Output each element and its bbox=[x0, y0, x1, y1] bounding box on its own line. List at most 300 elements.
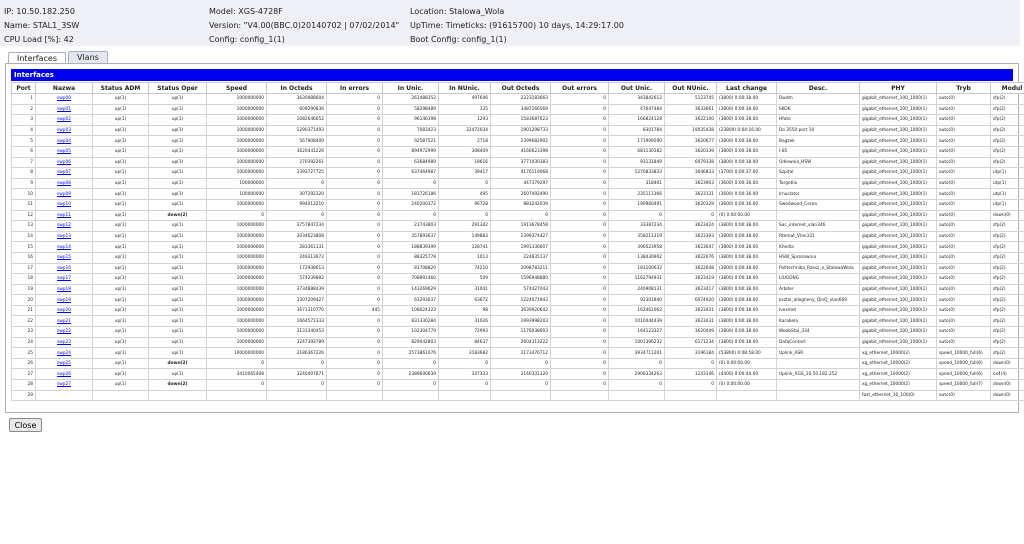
table-cell: 1173476712 bbox=[491, 348, 551, 359]
table-cell: 1000000000 bbox=[207, 316, 267, 327]
table-row bbox=[12, 146, 1024, 157]
tab-interfaces[interactable]: Interfaces bbox=[8, 52, 66, 65]
table-cell: 3393727725 bbox=[267, 168, 327, 179]
table-cell: down(0) bbox=[991, 358, 1024, 369]
table-cell bbox=[551, 390, 609, 401]
table-cell: gigabit_ethernet_100_1000(1) bbox=[860, 221, 937, 232]
table-cell: 3240407871 bbox=[267, 369, 327, 380]
name-label: Name: STAL1_3SW bbox=[4, 21, 80, 30]
table-cell bbox=[36, 104, 93, 115]
table-cell: utp(1) bbox=[991, 168, 1024, 179]
table-cell bbox=[36, 390, 93, 401]
table-cell: (3800) 0:00:38.00 bbox=[717, 316, 777, 327]
table-cell: sfp(2) bbox=[991, 263, 1024, 274]
table-cell bbox=[36, 157, 93, 168]
table-cell: auto(0) bbox=[937, 337, 991, 348]
column-header: Desc. bbox=[777, 83, 860, 94]
table-cell: 1000000000 bbox=[207, 274, 267, 285]
column-header: PHY bbox=[860, 83, 937, 94]
table-cell: 0 bbox=[551, 284, 609, 295]
table-cell: 0 bbox=[327, 337, 383, 348]
table-cell: up(1) bbox=[93, 348, 149, 359]
table-cell: gigabit_ethernet_100_1000(1) bbox=[860, 295, 937, 306]
table-cell: 3034623808 bbox=[267, 231, 327, 242]
table-cell: HSW_Sprezownia bbox=[777, 252, 860, 263]
table-cell: 58298489 bbox=[383, 104, 439, 115]
table-cell: sfp(2) bbox=[991, 146, 1024, 157]
table-cell: 0 bbox=[551, 104, 609, 115]
table-cell: (3800) 0:00:38.00 bbox=[717, 337, 777, 348]
table-row bbox=[12, 274, 1024, 285]
table-cell: Ivesmet bbox=[777, 305, 860, 316]
interface-link[interactable]: swp09 bbox=[57, 191, 71, 197]
table-cell: up(1) bbox=[93, 274, 149, 285]
table-cell: 88325778 bbox=[383, 252, 439, 263]
tab-vlans[interactable]: Vlans bbox=[68, 51, 108, 64]
table-cell bbox=[36, 115, 93, 126]
table-cell: (3800) 0:00:38.00 bbox=[717, 221, 777, 232]
table-cell: 3620329 bbox=[665, 199, 717, 210]
table-cell: up(1) bbox=[93, 146, 149, 157]
table-cell: auto(0) bbox=[937, 157, 991, 168]
table-cell: 0 bbox=[551, 316, 609, 327]
table-cell: speed_10000_full(7) bbox=[937, 380, 991, 391]
interface-link[interactable]: swp03 bbox=[57, 128, 71, 134]
table-cell: 0 bbox=[327, 358, 383, 369]
interface-link[interactable]: swp08 bbox=[57, 181, 71, 187]
table-cell: xg_ethernet_10000(2) bbox=[860, 358, 937, 369]
table-cell: 681130182 bbox=[609, 146, 665, 157]
table-row bbox=[12, 94, 1024, 105]
table-cell: gigabit_ethernet_100_1000(1) bbox=[860, 199, 937, 210]
table-cell: up(1) bbox=[93, 327, 149, 338]
table-cell: sfp(2) bbox=[991, 337, 1024, 348]
table-cell: 18 bbox=[12, 274, 36, 285]
interface-link[interactable]: swp05 bbox=[57, 149, 71, 155]
table-cell bbox=[609, 390, 665, 401]
table-cell: 0 bbox=[327, 168, 383, 179]
table-cell: 0 bbox=[327, 157, 383, 168]
table-cell: 0 bbox=[207, 358, 267, 369]
table-cell: 0 bbox=[551, 168, 609, 179]
interface-link[interactable]: swp19 bbox=[57, 297, 71, 303]
interface-link[interactable]: swp22 bbox=[57, 329, 71, 335]
table-cell: 1000000000 bbox=[207, 104, 267, 115]
table-cell: 1000000000 bbox=[207, 94, 267, 105]
table-cell: 0 bbox=[551, 210, 609, 221]
table-cell: sfp(2) bbox=[991, 348, 1024, 359]
interface-link[interactable]: swp02 bbox=[57, 117, 71, 123]
table-cell: 0 bbox=[491, 380, 551, 391]
table-cell: gigabit_ethernet_100_1000(1) bbox=[860, 274, 937, 285]
table-cell: 3639920642 bbox=[491, 305, 551, 316]
table-cell: 31041 bbox=[439, 284, 491, 295]
table-cell: 1583687023 bbox=[491, 115, 551, 126]
table-cell: 172938613 bbox=[267, 263, 327, 274]
table-cell: 0 bbox=[267, 210, 327, 221]
table-cell: 63672 bbox=[439, 295, 491, 306]
table-cell: up(1) bbox=[93, 115, 149, 126]
table-cell: 2573861076 bbox=[383, 348, 439, 359]
table-cell: 98 bbox=[439, 305, 491, 316]
table-cell: 19035438 bbox=[665, 125, 717, 136]
interface-link[interactable]: swp17 bbox=[57, 276, 71, 282]
table-cell: up(1) bbox=[93, 125, 149, 136]
table-cell: 2223183663 bbox=[491, 94, 551, 105]
table-cell: 3623417 bbox=[665, 284, 717, 295]
table-row bbox=[12, 295, 1024, 306]
table-cell: 0 bbox=[551, 380, 609, 391]
table-cell: 3620677 bbox=[665, 136, 717, 147]
table-row bbox=[12, 136, 1024, 147]
table-cell: 3757847234 bbox=[267, 221, 327, 232]
table-cell: 497646 bbox=[439, 94, 491, 105]
config-label: Config: config_1(1) bbox=[209, 35, 285, 44]
table-cell: 0 bbox=[551, 221, 609, 232]
table-cell: 0 bbox=[439, 178, 491, 189]
table-cell: Politechnika_Rzesz_o_StalowaWola bbox=[777, 263, 860, 274]
table-cell: 10000000000 bbox=[207, 348, 267, 359]
table-cell: auto(0) bbox=[937, 263, 991, 274]
table-cell: 3622648 bbox=[665, 263, 717, 274]
table-cell: 3623131 bbox=[665, 189, 717, 200]
table-cell: 16 bbox=[12, 252, 36, 263]
table-cell: up(1) bbox=[93, 284, 149, 295]
table-cell: up(1) bbox=[93, 210, 149, 221]
table-cell: 84637 bbox=[439, 337, 491, 348]
table-cell: 3623647 bbox=[665, 242, 717, 253]
interface-link[interactable]: swp26 bbox=[57, 371, 71, 377]
table-cell: 0 bbox=[491, 210, 551, 221]
table-cell: (0) 0:00:00.00 bbox=[717, 210, 777, 221]
table-cell: up(1) bbox=[149, 348, 207, 359]
table-cell: 2607492490 bbox=[491, 189, 551, 200]
interface-link[interactable]: swp06 bbox=[57, 159, 71, 165]
table-cell: 3633661 bbox=[665, 104, 717, 115]
table-cell: 0 bbox=[327, 380, 383, 391]
table-cell: 357893637 bbox=[383, 231, 439, 242]
table-cell: 445 bbox=[327, 305, 383, 316]
interface-link[interactable]: swp24 bbox=[57, 350, 71, 356]
table-cell: 1000000000 bbox=[207, 263, 267, 274]
table-cell: xg_ethernet_10000(2) bbox=[860, 380, 937, 391]
table-cell: (0) 0:00:00.00 bbox=[717, 380, 777, 391]
table-cell: 3196184 bbox=[665, 348, 717, 359]
table-cell: sfp(2) bbox=[991, 327, 1024, 338]
table-cell: gigabit_ethernet_100_1000(1) bbox=[860, 136, 937, 147]
table-row bbox=[12, 210, 1024, 221]
table-cell: 0 bbox=[327, 94, 383, 105]
table-row bbox=[12, 115, 1024, 126]
table-cell: speed_10000_full(6) bbox=[937, 369, 991, 380]
table-cell: 100000000 bbox=[207, 178, 267, 189]
table-cell: 74210 bbox=[439, 263, 491, 274]
table-cell: Irnuslator bbox=[777, 189, 860, 200]
table-cell: 23 bbox=[12, 327, 36, 338]
table-cell bbox=[36, 284, 93, 295]
table-cell: 5123745 bbox=[665, 94, 717, 105]
table-cell bbox=[327, 390, 383, 401]
table-cell: 1000000000 bbox=[207, 136, 267, 147]
table-cell bbox=[36, 263, 93, 274]
table-cell: 3622100 bbox=[665, 115, 717, 126]
table-cell: 0 bbox=[327, 189, 383, 200]
table-cell: 25 bbox=[12, 348, 36, 359]
table-cell: (3800) 0:00:38.00 bbox=[717, 327, 777, 338]
table-cell: 29 bbox=[12, 390, 36, 401]
table-cell: gigabit_ethernet_100_1000(1) bbox=[860, 115, 937, 126]
table-cell: (3800) 0:00:38.00 bbox=[717, 263, 777, 274]
table-cell: up(1) bbox=[149, 221, 207, 232]
column-header: Modul bbox=[991, 83, 1024, 94]
table-cell: auto(0) bbox=[937, 146, 991, 157]
table-cell bbox=[93, 390, 149, 401]
table-cell bbox=[36, 210, 93, 221]
interface-link[interactable]: swp07 bbox=[57, 170, 71, 176]
interface-link[interactable]: swp14 bbox=[57, 244, 71, 250]
table-row bbox=[12, 348, 1024, 359]
table-cell: up(1) bbox=[149, 284, 207, 295]
table-cell: gigabit_ethernet_100_1000(1) bbox=[860, 189, 937, 200]
table-cell: sfp(2) bbox=[991, 115, 1024, 126]
table-cell: gigabit_ethernet_100_1000(1) bbox=[860, 157, 937, 168]
interface-link[interactable]: swp12 bbox=[57, 223, 71, 229]
table-cell: up(1) bbox=[149, 327, 207, 338]
table-cell: auto(0) bbox=[937, 210, 991, 221]
table-cell: 3 bbox=[12, 115, 36, 126]
table-cell: 1293 bbox=[439, 115, 491, 126]
table-cell: 23743803 bbox=[383, 221, 439, 232]
table-cell: 0 bbox=[439, 210, 491, 221]
table-cell bbox=[207, 390, 267, 401]
table-cell: 5 bbox=[12, 136, 36, 147]
table-cell: 574239882 bbox=[267, 274, 327, 285]
interface-link[interactable]: swp00 bbox=[57, 96, 71, 102]
table-cell: Karabela bbox=[777, 316, 860, 327]
version-label: Version: "V4.00(BBC.0)20140702 | 07/02/2014" bbox=[209, 21, 400, 30]
table-cell: down(0) bbox=[991, 390, 1024, 401]
table-cell: speed_10000_full(6) bbox=[937, 358, 991, 369]
table-cell: up(1) bbox=[93, 316, 149, 327]
table-cell: 0 bbox=[551, 136, 609, 147]
table-cell: 1270833833 bbox=[609, 168, 665, 179]
table-cell: 0 bbox=[551, 189, 609, 200]
table-cell: 3623393 bbox=[665, 231, 717, 242]
interface-link[interactable]: swp13 bbox=[57, 234, 71, 240]
table-cell bbox=[491, 390, 551, 401]
table-cell: (3800) 0:00:38.00 bbox=[717, 157, 777, 168]
table-cell: (3800) 0:00:38.00 bbox=[717, 231, 777, 242]
table-cell: sfp(2) bbox=[991, 252, 1024, 263]
table-cell: 0 bbox=[383, 380, 439, 391]
table-cell: 1596948880 bbox=[491, 274, 551, 285]
table-cell: 6074920 bbox=[665, 295, 717, 306]
table-cell bbox=[36, 316, 93, 327]
table-cell: 3734888439 bbox=[267, 284, 327, 295]
interface-link[interactable]: swp27 bbox=[57, 382, 71, 388]
table-cell: up(1) bbox=[93, 305, 149, 316]
table-cell: 831330284 bbox=[383, 316, 439, 327]
interface-link[interactable]: swp21 bbox=[57, 318, 71, 324]
table-cell: Odlewnia_HSW bbox=[777, 157, 860, 168]
table-cell: (3600) 0:00:36.00 bbox=[717, 199, 777, 210]
table-cell: 1000000000 bbox=[207, 231, 267, 242]
table-cell: speed_10000_full(6) bbox=[937, 348, 991, 359]
table-cell: Hfate bbox=[777, 115, 860, 126]
table-cell: 24 bbox=[12, 337, 36, 348]
table-cell bbox=[777, 358, 860, 369]
table-cell: 3623419 bbox=[665, 274, 717, 285]
table-cell bbox=[36, 125, 93, 136]
table-cell: 1000000000 bbox=[207, 125, 267, 136]
table-cell: 1913678458 bbox=[491, 221, 551, 232]
table-cell: 307292320 bbox=[267, 189, 327, 200]
interface-link[interactable]: swp11 bbox=[57, 212, 71, 218]
table-cell: 0 bbox=[551, 146, 609, 157]
table-cell: up(1) bbox=[149, 231, 207, 242]
table-cell: 171909590 bbox=[609, 136, 665, 147]
interface-link[interactable]: swp15 bbox=[57, 255, 71, 261]
table-cell: DataContact bbox=[777, 337, 860, 348]
table-cell: 0 bbox=[207, 210, 267, 221]
table-row bbox=[12, 157, 1024, 168]
table-cell: 3620339 bbox=[665, 146, 717, 157]
close-button[interactable]: Close bbox=[9, 418, 42, 432]
table-cell: 1000000000 bbox=[207, 327, 267, 338]
table-cell: auto(0) bbox=[937, 104, 991, 115]
table-row bbox=[12, 252, 1024, 263]
table-cell: 12 bbox=[12, 210, 36, 221]
table-cell: 0 bbox=[207, 380, 267, 391]
table-cell: 0 bbox=[665, 210, 717, 221]
table-cell: 3487166569 bbox=[491, 104, 551, 115]
table-cell: 149883 bbox=[439, 231, 491, 242]
table-cell: up(1) bbox=[149, 168, 207, 179]
table-cell: 3623431 bbox=[665, 316, 717, 327]
uptime-label: UpTime: Timeticks: (91615700) 10 days, 14:29:17.00 bbox=[410, 21, 624, 30]
table-cell: gigabit_ethernet_100_1000(1) bbox=[860, 327, 937, 338]
interface-link[interactable]: swp16 bbox=[57, 265, 71, 271]
table-cell: up(1) bbox=[149, 252, 207, 263]
table-cell: 1000000000 bbox=[207, 284, 267, 295]
table-cell: gigabit_ethernet_100_1000(1) bbox=[860, 305, 937, 316]
interface-link[interactable]: swp18 bbox=[57, 286, 71, 292]
table-cell: (3800) 0:00:38.00 bbox=[717, 104, 777, 115]
column-header: In Octeds bbox=[267, 83, 327, 94]
table-cell: LIUGONG bbox=[777, 274, 860, 285]
table-cell: gigabit_ethernet_100_1000(1) bbox=[860, 316, 937, 327]
table-cell: 8 bbox=[12, 168, 36, 179]
table-cell: down(2) bbox=[149, 210, 207, 221]
table-cell: 894972999 bbox=[383, 146, 439, 157]
table-cell: 3623903 bbox=[665, 178, 717, 189]
interface-link[interactable]: swp10 bbox=[57, 202, 71, 208]
table-cell: 1664571333 bbox=[267, 316, 327, 327]
table-cell: 1224071943 bbox=[491, 295, 551, 306]
interface-link[interactable]: swp25 bbox=[57, 361, 71, 367]
table-cell: 0 bbox=[609, 358, 665, 369]
table-row bbox=[12, 104, 1024, 115]
table-cell: up(1) bbox=[93, 231, 149, 242]
table-cell: 2604313222 bbox=[491, 337, 551, 348]
table-cell bbox=[36, 146, 93, 157]
table-cell: 3646833 bbox=[665, 168, 717, 179]
table-cell: up(1) bbox=[149, 316, 207, 327]
table-row bbox=[12, 221, 1024, 232]
column-header: Out Octeds bbox=[491, 83, 551, 94]
table-cell: down(0) bbox=[991, 210, 1024, 221]
table-cell: utp(1) bbox=[991, 178, 1024, 189]
interface-link[interactable]: swp04 bbox=[57, 138, 71, 144]
table-cell: 6 bbox=[12, 146, 36, 157]
table-cell: 2098783211 bbox=[491, 263, 551, 274]
table-cell: 2906334263 bbox=[609, 369, 665, 380]
table-cell: 0 bbox=[327, 178, 383, 189]
table-cell: 26 bbox=[12, 358, 36, 369]
table-cell: 0 bbox=[327, 104, 383, 115]
table-cell: auto(0) bbox=[937, 305, 991, 316]
column-header: Out Unic. bbox=[609, 83, 665, 94]
table-cell bbox=[36, 295, 93, 306]
table-cell: auto(0) bbox=[937, 327, 991, 338]
table-cell: 3630988604 bbox=[267, 94, 327, 105]
column-header: Nazwa bbox=[36, 83, 93, 94]
table-cell: 291342 bbox=[439, 221, 491, 232]
table-header-row bbox=[12, 83, 1024, 94]
table-cell: 1000000000 bbox=[207, 305, 267, 316]
table-cell: 190960491 bbox=[609, 199, 665, 210]
table-cell bbox=[36, 358, 93, 369]
column-header: In errors bbox=[327, 83, 383, 94]
table-cell: 1000000000 bbox=[207, 295, 267, 306]
table-cell: 574427043 bbox=[491, 284, 551, 295]
table-cell: up(1) bbox=[149, 274, 207, 285]
table-row bbox=[12, 380, 1024, 391]
table-cell: 3934711201 bbox=[609, 348, 665, 359]
table-cell: (3800) 0:00:38.00 bbox=[717, 252, 777, 263]
interface-link[interactable]: swp01 bbox=[57, 106, 71, 112]
interface-link[interactable]: swp23 bbox=[57, 339, 71, 345]
table-cell: 188839399 bbox=[383, 242, 439, 253]
table-cell: utp(1) bbox=[991, 189, 1024, 200]
table-cell: xg_ethernet_10000(2) bbox=[860, 369, 937, 380]
table-cell: 3622676 bbox=[665, 252, 717, 263]
table-row bbox=[12, 390, 1024, 401]
table-cell: cx4(4) bbox=[991, 369, 1024, 380]
table-cell: 166824128 bbox=[609, 115, 665, 126]
table-cell: sfp(2) bbox=[991, 316, 1024, 327]
table-cell: 11 bbox=[12, 199, 36, 210]
table-cell: gigabit_ethernet_100_1000(1) bbox=[860, 104, 937, 115]
table-cell: 10 bbox=[12, 189, 36, 200]
table-cell: up(1) bbox=[93, 337, 149, 348]
table-cell: 1000000000 bbox=[207, 157, 267, 168]
table-cell: 183726186 bbox=[383, 189, 439, 200]
table-cell: 0 bbox=[327, 210, 383, 221]
table-cell: 1082646652 bbox=[267, 115, 327, 126]
table-cell: 0 bbox=[327, 231, 383, 242]
table-cell: gigabit_ethernet_100_1000(1) bbox=[860, 210, 937, 221]
table-cell: 0 bbox=[551, 274, 609, 285]
table-cell: (3800) 0:00:38.00 bbox=[717, 295, 777, 306]
table-cell: gigabit_ethernet_100_1000(1) bbox=[860, 284, 937, 295]
table-cell: 20 bbox=[12, 295, 36, 306]
column-header: Out NUnic. bbox=[665, 83, 717, 94]
table-cell: I-85 bbox=[777, 146, 860, 157]
interface-link[interactable]: swp20 bbox=[57, 308, 71, 314]
table-cell: 9 bbox=[12, 178, 36, 189]
table-cell: 1000000000 bbox=[207, 146, 267, 157]
